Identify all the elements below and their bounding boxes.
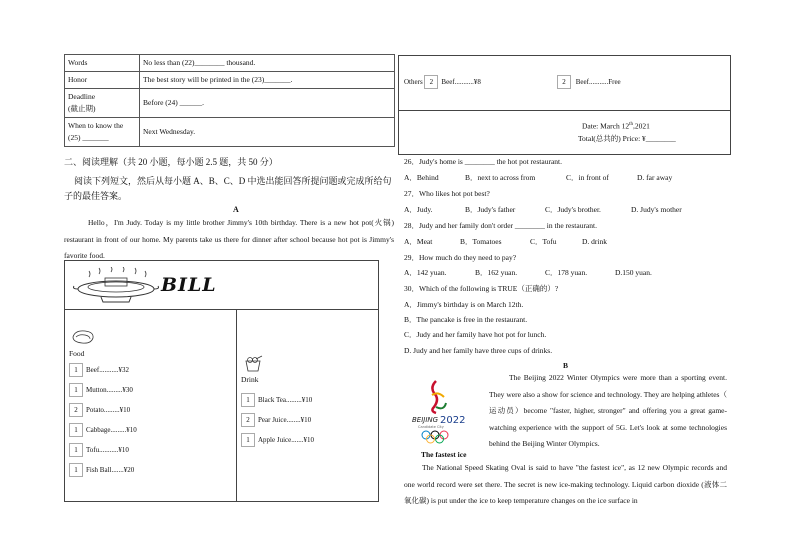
others-item-text: Beef...........Free	[575, 78, 621, 86]
option-b: B．Tomatoes	[460, 237, 502, 246]
option-a: A．142 yuan.	[404, 268, 447, 277]
date-year: ,2021	[632, 121, 650, 131]
option-d: D.150 yuan.	[615, 268, 652, 277]
option-a: A．Behind	[404, 173, 439, 182]
option-c: C．Judy's brother.	[545, 205, 601, 214]
option-d: D. far away	[637, 173, 673, 182]
passage-b-text: The Beijing 2022 Winter Olympics were more than a sporting event. They were also a show for science and technology. They are helping athletes（ 运动员）become "faster, higher, stronger" and offering you a great game-watching experience with the support of 5G. Let's look at some technologies behind the Beijing Winter Olympics.	[489, 373, 727, 448]
row-key	[65, 89, 140, 118]
drink-item-text: Pear Juice........¥10	[258, 416, 312, 424]
row-value: Next Wednesday.	[140, 118, 395, 147]
food-item-text: Potato.........¥10	[86, 406, 131, 414]
row-value: Before (24) ______.	[140, 89, 395, 118]
olympic-logo-icon	[410, 375, 470, 445]
food-item	[69, 383, 133, 397]
others-item	[404, 75, 481, 89]
question-29: 29．How much do they need to pay?	[404, 253, 517, 262]
table-row	[65, 89, 395, 118]
table-row	[65, 118, 395, 147]
row-key: Honor	[65, 72, 140, 89]
quantity-box: 1	[69, 443, 83, 457]
row-value: No less than (22)________ thousand.	[140, 55, 395, 72]
option-d: D. Judy's mother	[631, 205, 682, 214]
food-item-text: Cabbage.........¥10	[86, 426, 137, 434]
food-section	[65, 309, 237, 501]
drink-label: Drink	[241, 375, 259, 384]
question-28: 28．Judy and her family don't order ________ in the restaurant.	[404, 221, 597, 230]
quantity-box: 1	[69, 423, 83, 437]
date-sup: th	[629, 122, 633, 127]
passage-b-text2: The National Speed Skating Oval is said to have "the fastest ice", as 12 new Olympic records and one world record were set there. The secret is new ice-making technology. Liquid carbon dioxide (液体二氧化碳) is put under the ice to keep temperature changes on the ice surface in	[404, 463, 727, 505]
option-b: B．The pancake is free in the restaurant.	[404, 315, 528, 324]
drink-item-text: Apple Juice.......¥10	[258, 436, 314, 444]
svg-text:Candidate City: Candidate City	[418, 425, 444, 429]
beijing-2022-logo	[410, 375, 470, 445]
food-item	[69, 443, 129, 457]
option-c: C．Tofu	[530, 237, 557, 246]
food-item	[69, 363, 129, 377]
row-key	[65, 118, 140, 147]
others-item	[557, 75, 621, 89]
section-heading: 二、阅读理解（共 20 小题，每小题 2.5 题，共 50 分）	[64, 157, 278, 167]
option-b: B．Judy's father	[465, 205, 516, 214]
quantity-box: 1	[241, 433, 255, 447]
food-item	[69, 423, 137, 437]
quantity-box: 1	[69, 463, 83, 477]
others-row	[399, 56, 730, 111]
passage-a-text: Hello，I'm Judy. Today is my little brother Jimmy's 10th birthday. There is a new hot pot(火锅) restaurant in front of our home. My parents take us there for dinner after school because hot pot is Jimmy's favorite food.	[64, 218, 394, 260]
option-b: B．162 yuan.	[475, 268, 518, 277]
drink-item	[241, 393, 312, 407]
date-text: Date: March 12	[582, 121, 630, 131]
quantity-box: 2	[424, 75, 438, 89]
food-label: Food	[69, 349, 85, 358]
row-key-line2: (截止期)	[68, 104, 96, 113]
bill-card	[64, 260, 379, 502]
option-c: C．in front of	[566, 173, 609, 182]
table-row	[65, 55, 395, 72]
food-item-text: Beef...........¥32	[86, 366, 129, 374]
bill-header	[65, 261, 378, 310]
hot-pot-icon	[71, 267, 161, 305]
row-key-line2: (25) _______	[68, 133, 109, 142]
drink-item	[241, 433, 314, 447]
option-b: B．next to across from	[465, 173, 536, 182]
quantity-box: 1	[69, 363, 83, 377]
bill-date	[582, 120, 650, 132]
row-key-line1: Deadline	[68, 92, 96, 101]
svg-text:2022: 2022	[440, 415, 466, 426]
contest-info-table	[64, 54, 395, 147]
food-item	[69, 463, 134, 477]
option-a: A．Jimmy's birthday is on March 12th.	[404, 300, 524, 309]
bill-title: BILL	[161, 274, 217, 296]
bill-total: Total(总共的) Price: ¥________	[578, 134, 676, 143]
drink-item	[241, 413, 311, 427]
option-c: C．178 yuan.	[545, 268, 588, 277]
option-c: C．Judy and her family have hot pot for lunch.	[404, 330, 547, 339]
food-item-text: Tofu...........¥10	[86, 446, 129, 454]
option-a: A．Judy.	[404, 205, 433, 214]
food-item-text: Mutton.........¥30	[86, 386, 133, 394]
option-a: A．Meat	[404, 237, 433, 246]
section-instruction: 阅读下列短文，然后从每小题 A、B、C、D 中选出能回答所提问题或完成所给句子的最佳答案。	[64, 176, 392, 201]
quantity-box: 1	[69, 383, 83, 397]
drink-item-text: Black Tea.........¥10	[258, 396, 313, 404]
option-d: D. drink	[582, 237, 607, 246]
table-row	[65, 72, 395, 89]
others-label: Others	[404, 78, 423, 86]
question-27: 27．Who likes hot pot best?	[404, 189, 490, 198]
drink-cup-icon	[243, 355, 263, 373]
meat-icon	[71, 329, 95, 345]
row-key-line1: When to know the	[68, 121, 124, 130]
option-d: D. Judy and her family have three cups of drinks.	[404, 346, 553, 355]
food-item	[69, 403, 130, 417]
logo-text: BEIJING	[412, 416, 439, 424]
others-item-text: Beef...........¥8	[441, 78, 481, 86]
passage-b-subheading: The fastest ice	[421, 450, 467, 459]
food-item-text: Fish Ball.......¥20	[86, 466, 135, 474]
question-26: 26．Judy's home is ________ the hot pot restaurant.	[404, 157, 563, 166]
bill-continuation	[398, 55, 731, 155]
passage-b-label: B	[563, 361, 569, 370]
quantity-box: 2	[557, 75, 571, 89]
row-key: Words	[65, 55, 140, 72]
question-30: 30．Which of the following is TRUE（正确的）?	[404, 284, 559, 293]
passage-a-label: A	[233, 205, 239, 214]
quantity-box: 2	[241, 413, 255, 427]
row-value: The best story will be printed in the (23)_______.	[140, 72, 395, 89]
drink-section	[237, 309, 378, 501]
quantity-box: 2	[69, 403, 83, 417]
quantity-box: 1	[241, 393, 255, 407]
